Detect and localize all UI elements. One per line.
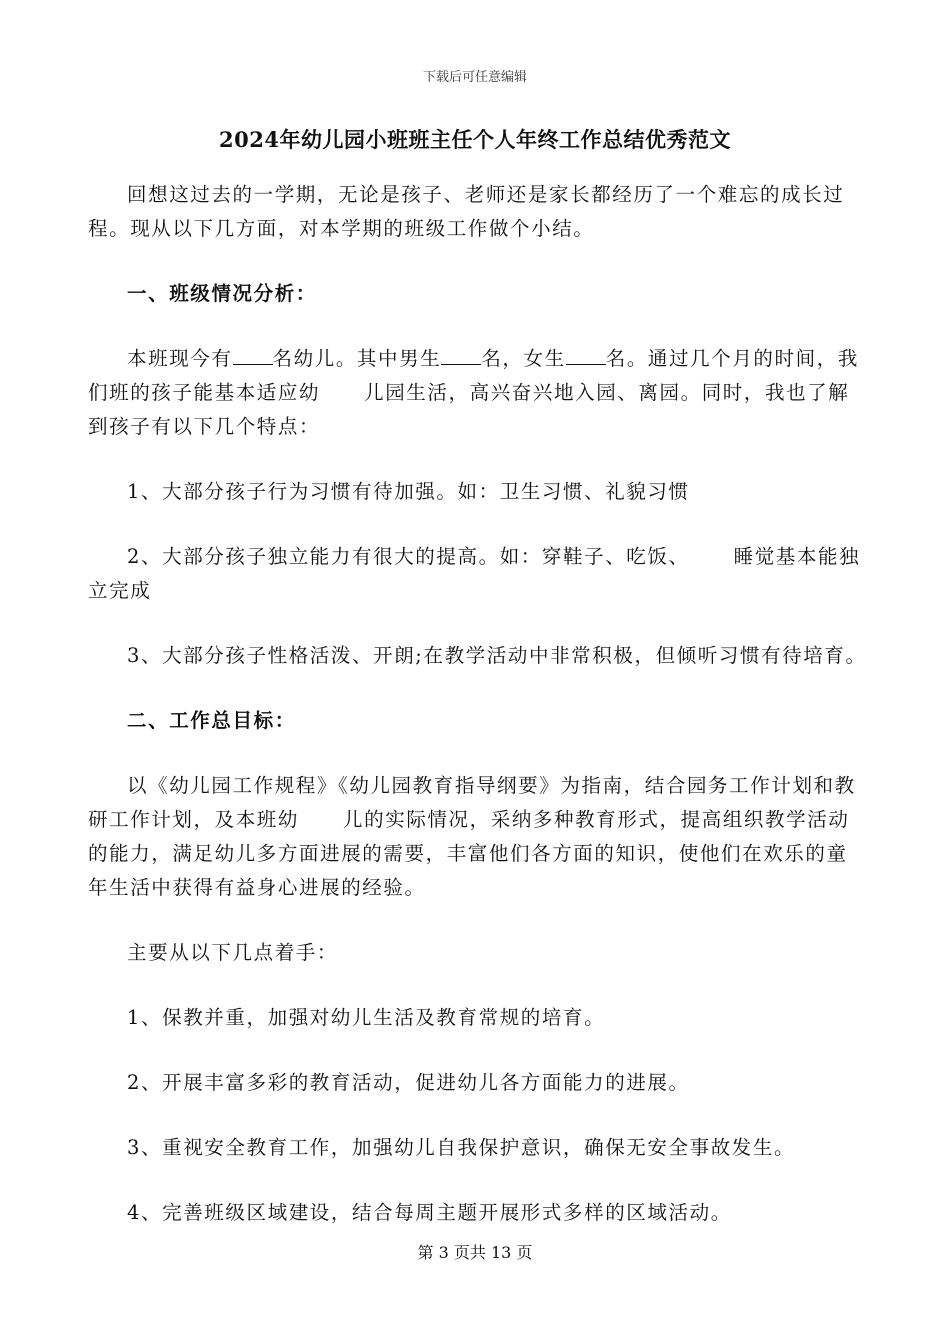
list-item: 1、大部分孩子行为习惯有待加强。如：卫生习惯、礼貌习惯 xyxy=(127,480,690,503)
text-segment: 名，女生 xyxy=(481,347,566,370)
list-item: 3、重视安全教育工作，加强幼儿自我保护意识，确保无安全事故发生。 xyxy=(127,1136,796,1159)
text-segment: 儿园生活，高兴奋兴地入园、离园。同时，我也了解到孩子有以下几个特点： xyxy=(88,381,850,438)
fill-blank xyxy=(441,342,481,365)
document-body xyxy=(88,178,868,1261)
text-segment: 2、大部分孩子独立能力有很大的提高。如：穿鞋子、吃饭、 xyxy=(127,545,690,568)
text-segment: 本班现今有 xyxy=(127,347,233,370)
text-segment: 睡觉基本能独立完成 xyxy=(88,545,861,602)
intro-paragraph: 回想这过去的一学期，无论是孩子、老师还是家长都经历了一个难忘的成长过程。现从以下几方面，对本学期的班级工作做个小结。 xyxy=(88,183,845,240)
section2-heading: 二、工作总目标： xyxy=(127,709,296,732)
work-goal-paragraph xyxy=(88,769,868,905)
list-item: 4、完善班级区域建设，结合每周主题开展形式多样的区域活动。 xyxy=(127,1201,732,1224)
class-situation-paragraph xyxy=(88,342,868,444)
text-segment: 儿的实际情况，采纳多种教育形式，提高组织教学活动的能力，满足幼儿多方面进展的需要，丰富他们各方面的知识，使他们在欢乐的童年生活中获得有益身心进展的经验。 xyxy=(88,808,850,899)
header-note: 下载后可任意编辑 xyxy=(422,70,527,85)
document-title: 2024年幼儿园小班班主任个人年终工作总结优秀范文 xyxy=(219,127,731,152)
list-item: 1、保教并重，加强对幼儿生活及教育常规的培育。 xyxy=(127,1006,606,1029)
text-segment: 名幼儿。其中男生 xyxy=(272,347,442,370)
fill-blank xyxy=(233,342,273,365)
page-number: 第 3 页共 13 页 xyxy=(417,1243,533,1262)
text-segment: 以《幼儿园工作规程》《幼儿园教育指导纲要》为指南，结合园务工作计划和教研工作计划，及本班幼 xyxy=(88,774,856,831)
fill-blank xyxy=(566,342,606,365)
approach-intro-paragraph: 主要从以下几点着手： xyxy=(127,941,339,964)
text-segment: 名。通过几个月的时间，我们班的孩子能基本适应幼 xyxy=(88,347,859,404)
section1-heading: 一、班级情况分析： xyxy=(127,282,317,305)
list-item: 2、开展丰富多彩的教育活动，促进幼儿各方面能力的进展。 xyxy=(127,1071,690,1094)
list-item: 3、大部分孩子性格活泼、开朗;在教学活动中非常积极，但倾听习惯有待培育。 xyxy=(127,644,867,667)
list-item xyxy=(88,540,868,608)
